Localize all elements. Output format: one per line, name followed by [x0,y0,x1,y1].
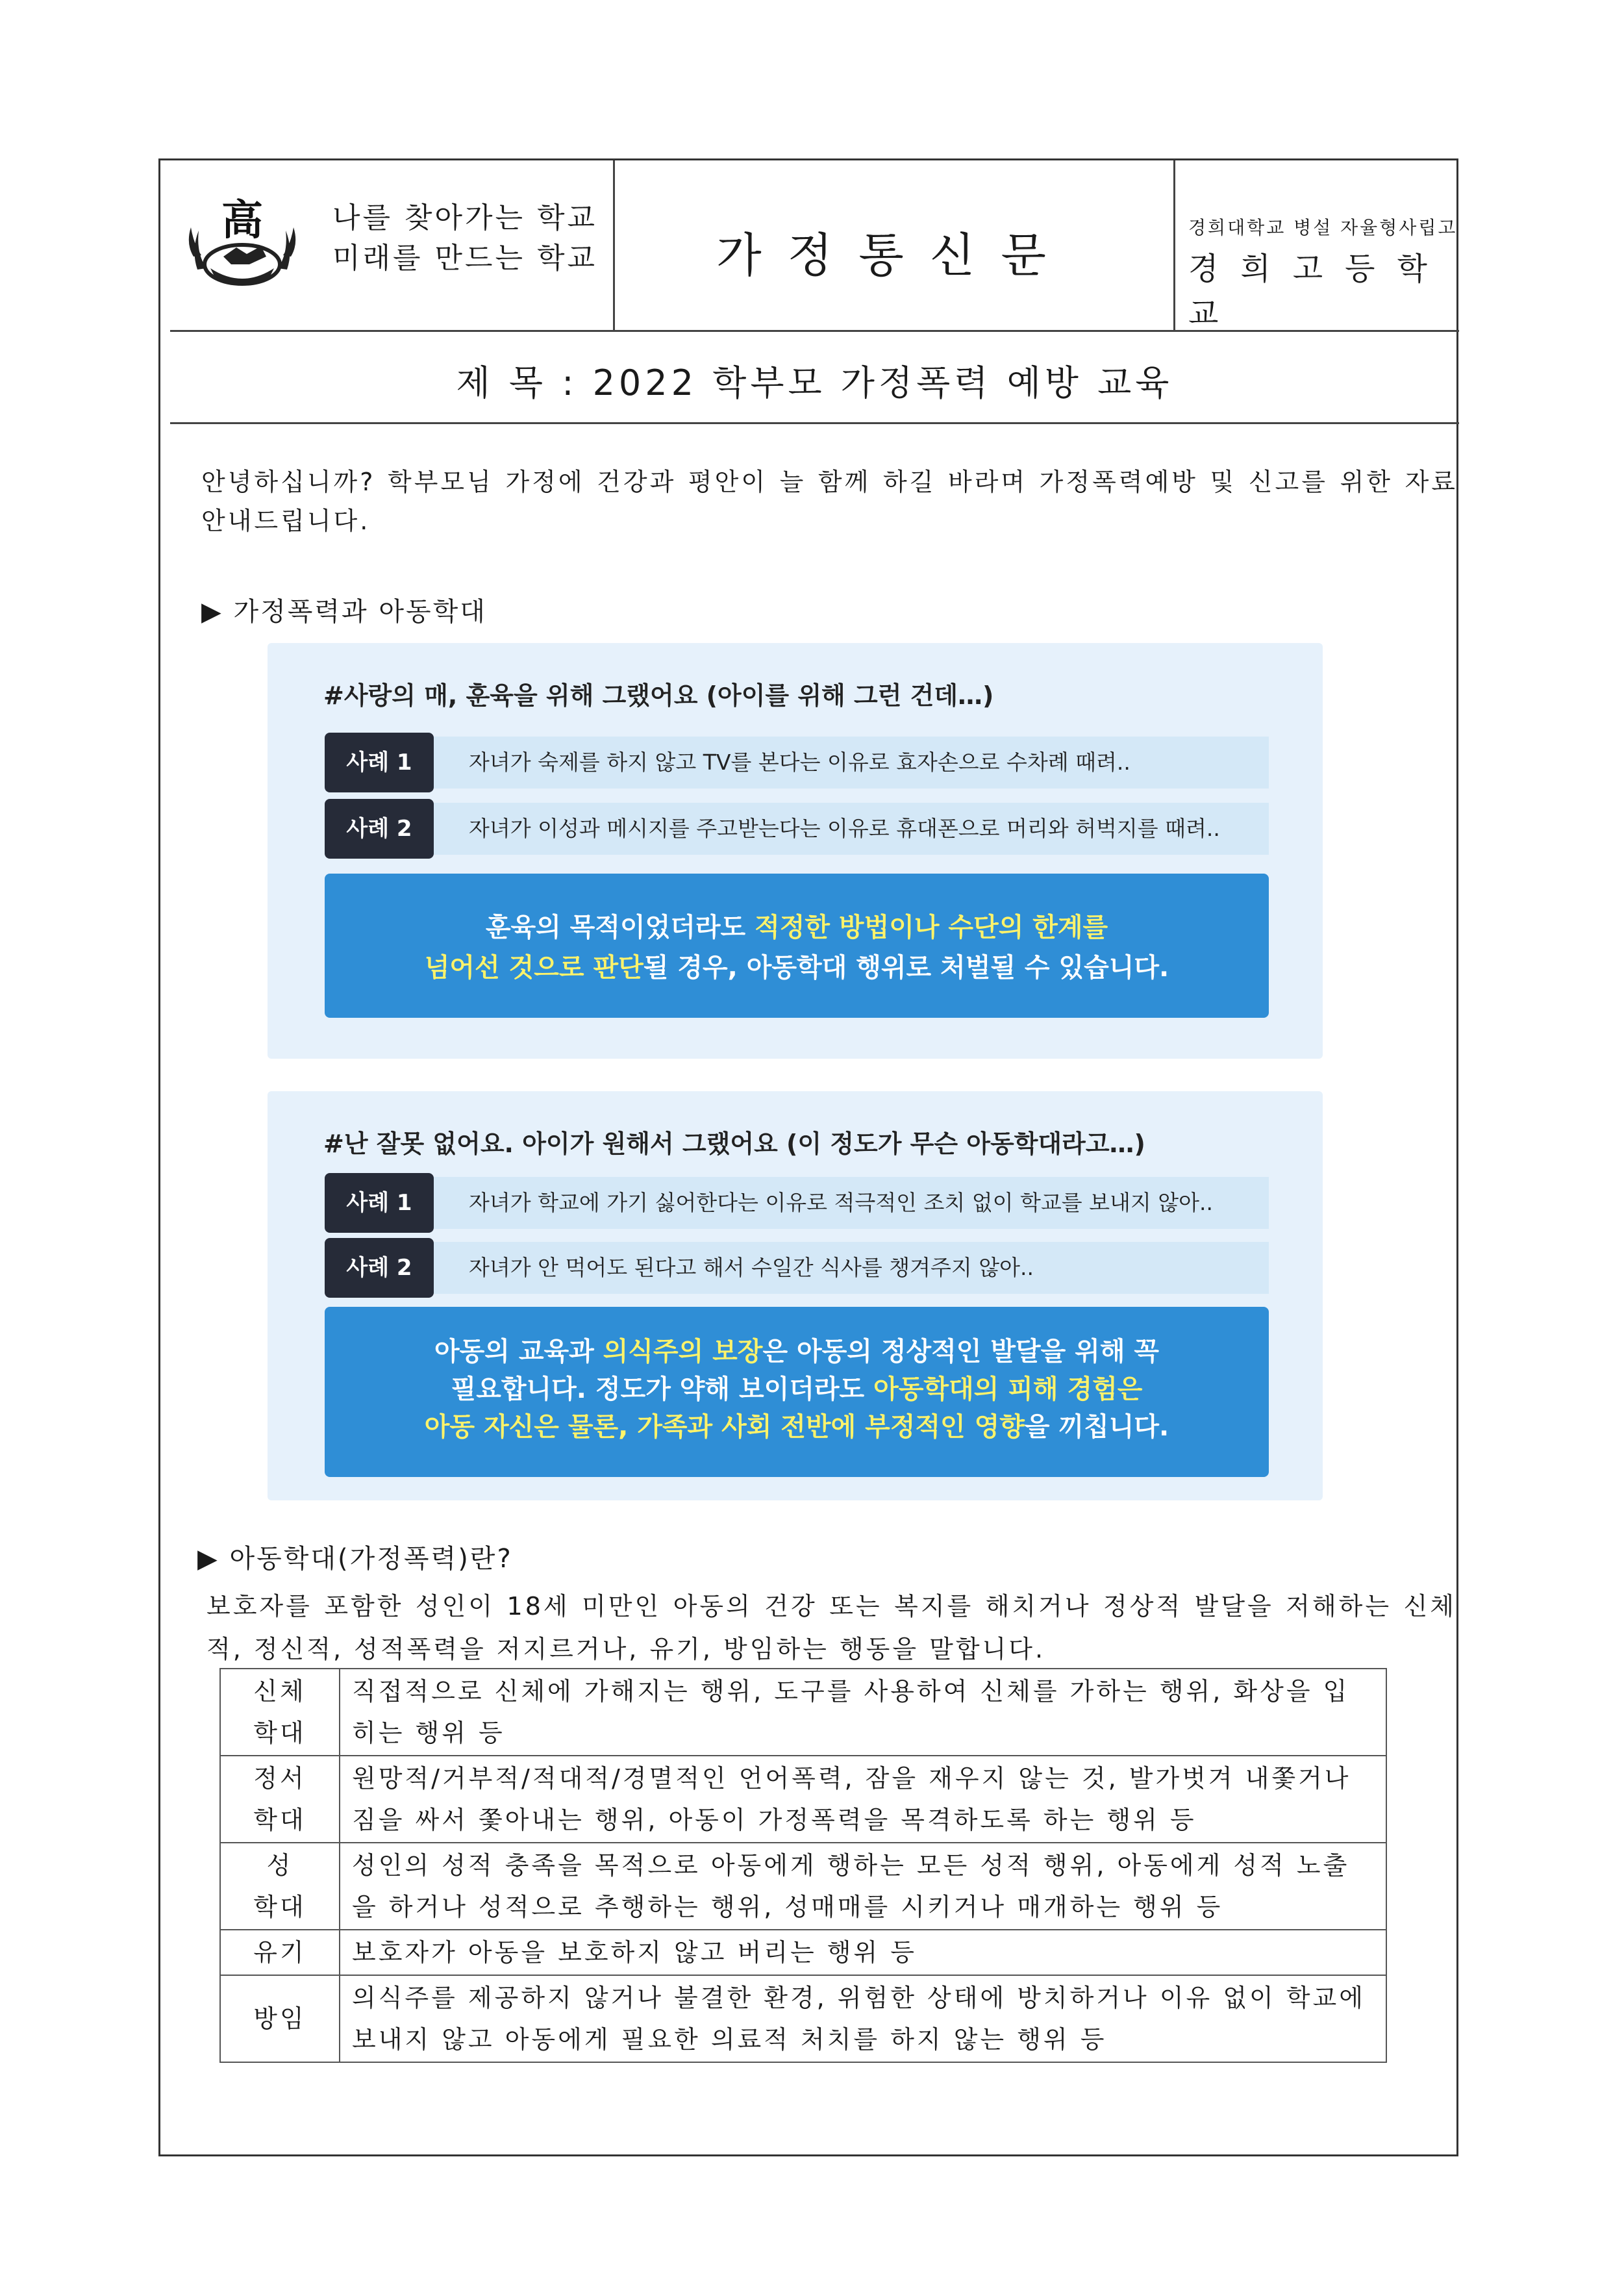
abuse-type: 학대 [253,1806,306,1834]
infographic-card-neglect [268,1091,1323,1500]
banner-text: 될 경우, 아동학대 행위로 처벌될 수 있습니다. [643,953,1169,983]
case-row-1 [325,733,1269,792]
abuse-description: 의식주를 제공하지 않거나 불결한 환경, 위험한 상태에 방치하거나 이유 없이 학교에 보내지 않고 아동에게 필요한 의료적 처치를 하지 않는 행위 등 [340,1975,1386,2062]
abuse-type: 학대 [253,1893,306,1921]
abuse-description: 원망적/거부적/적대적/경멸적인 언어폭력, 잠을 재우지 않는 것, 발가벗겨 내쫓거나 짐을 싸서 쫓아내는 행위, 아동이 가정폭력을 목격하도록 하는 행위 등 [340,1756,1386,1843]
case-description: 자녀가 안 먹어도 된다고 해서 수일간 식사를 챙겨주지 않아.. [434,1242,1269,1294]
banner-text: 을 끼칩니다. [1024,1412,1169,1442]
abuse-type: 성 [266,1851,294,1880]
abuse-description: 성인의 성적 충족을 목적으로 아동에게 행하는 모든 성적 행위, 아동에게 성적 노출을 하거나 성적으로 추행하는 행위, 성매매를 시키거나 매개하는 행위 등 [340,1843,1386,1930]
school-name: 경희고등학교 [1188,251,1449,332]
emblem-character: 高 [221,196,263,245]
banner-text: 은 아동의 정상적인 발달을 위해 꼭 [762,1337,1160,1367]
warning-banner [325,1307,1269,1477]
abuse-type: 방임 [253,2004,306,2033]
banner-highlight: 적정한 방법이나 수단의 한계를 [755,913,1108,942]
case-description: 자녀가 학교에 가기 싫어한다는 이유로 적극적인 조치 없이 학교를 보내지 않아.. [434,1177,1269,1229]
document-title: 가정통신문 [716,228,1072,283]
school-motto [332,198,597,279]
header-title-cell [615,160,1175,330]
letter-header [170,160,1459,332]
card-heading: #난 잘못 없어요. 아이가 원해서 그랬어요 (이 정도가 무슨 아동학대라고…) [323,1130,1145,1158]
banner-highlight: 의식주의 보장 [603,1337,763,1367]
header-left-cell [170,160,615,330]
case-tag: 사례 1 [325,733,434,792]
banner-highlight: 넘어선 것으로 판단 [424,953,643,983]
abuse-type-cell [220,1669,340,1756]
abuse-description: 직접적으로 신체에 가해지는 행위, 도구를 사용하여 신체를 가하는 행위, 화상을 입히는 행위 등 [340,1669,1386,1756]
abuse-type-cell [220,1756,340,1843]
abuse-type: 유기 [253,1938,306,1967]
subject-row [170,332,1459,424]
banner-text: 훈육의 목적이었더라도 [485,913,755,942]
abuse-description: 보호자가 아동을 보호하지 않고 버리는 행위 등 [340,1930,1386,1975]
case-row-2 [325,1238,1269,1298]
infographic-card-discipline [268,643,1323,1059]
definition-paragraph: 보호자를 포함한 성인이 18세 미만인 아동의 건강 또는 복지를 해치거나 정상적 발달을 저해하는 신체적, 정신적, 성적폭력을 저지르거나, 유기, 방임하는 행동을 말합니다. [206,1592,1456,1663]
table-row [220,1843,1386,1930]
case-description: 자녀가 숙제를 하지 않고 TV를 본다는 이유로 효자손으로 수차례 때려.. [434,737,1269,789]
intro-paragraph: 안녕하십니까? 학부모님 가정에 건강과 평안이 늘 함께 하길 바라며 가정폭력예방 및 신고를 위한 자료 안내드립니다. [201,468,1458,535]
abuse-type-cell [220,1843,340,1930]
case-description: 자녀가 이성과 메시지를 주고받는다는 이유로 휴대폰으로 머리와 허벅지를 때려.. [434,803,1269,855]
motto-line-1: 나를 찾아가는 학교 [332,201,598,234]
header-school-cell [1175,160,1459,330]
school-affiliation: 경희대학교 병설 자율형사립고 [1188,217,1458,238]
banner-text: 아동의 교육과 [434,1337,603,1367]
card-heading: #사랑의 매, 훈육을 위해 그랬어요 (아이를 위해 그런 건데…) [323,681,994,710]
table-row [220,1975,1386,2062]
case-tag: 사례 1 [325,1173,434,1233]
banner-highlight: 부정적인 영향 [865,1412,1025,1442]
motto-line-2: 미래를 만드는 학교 [332,242,598,275]
case-tag: 사례 2 [325,1238,434,1298]
banner-text: 필요합니다. 정도가 약해 보이더라도 [451,1374,874,1404]
table-row [220,1669,1386,1756]
abuse-type-cell [220,1975,340,2062]
banner-highlight: 아동 자신은 물론, 가족과 사회 전반에 [424,1412,866,1442]
abuse-type: 학대 [253,1719,306,1747]
abuse-types-table [219,1668,1387,2063]
case-row-2 [325,799,1269,859]
section-heading-domestic-violence: ▶ 가정폭력과 아동학대 [201,597,487,627]
subject-title: 제 목 : 2022 학부모 가정폭력 예방 교육 [456,362,1173,403]
table-row [220,1756,1386,1843]
banner-highlight: 아동학대의 피해 경험은 [873,1374,1143,1404]
abuse-type-cell [220,1930,340,1975]
abuse-type: 정서 [253,1764,306,1793]
abuse-type: 신체 [253,1677,306,1706]
case-row-1 [325,1173,1269,1233]
case-tag: 사례 2 [325,799,434,859]
school-emblem-icon [184,192,300,294]
warning-banner [325,874,1269,1018]
table-row [220,1930,1386,1975]
section-heading-child-abuse: ▶ 아동학대(가정폭력)란? [197,1544,513,1574]
